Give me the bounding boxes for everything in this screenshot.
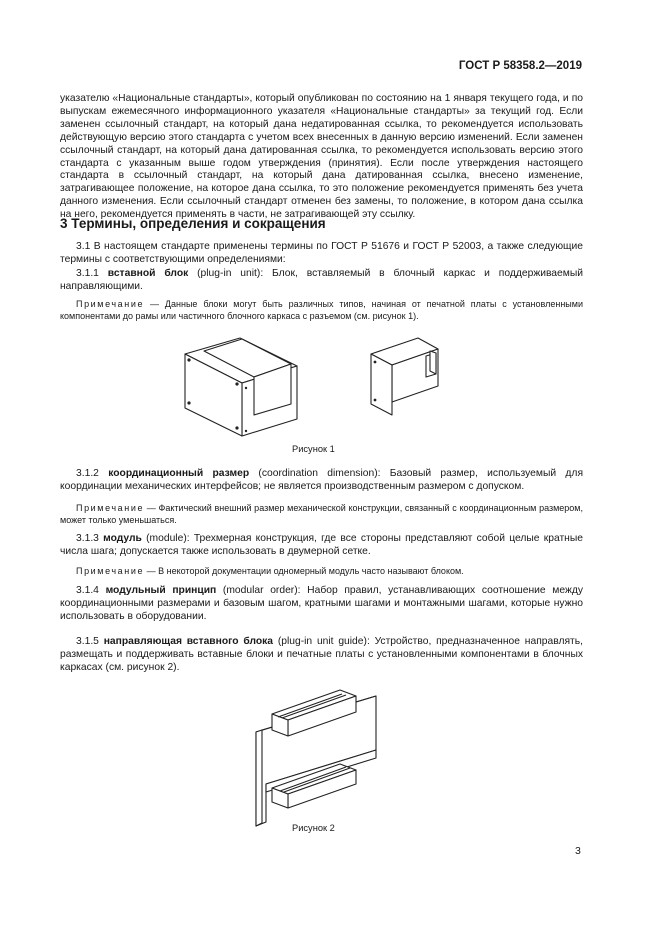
figure-1-box-unit (180, 336, 305, 441)
term-definition: (plug-in unit guide): Устройство, предназначенное направлять, размещать и поддерживать вставные блоки и печатные платы с установленными компонентами в блочных каркасах (см. рисунок 2). (60, 636, 583, 673)
figure-2-unit-guides (242, 680, 382, 820)
note-label: Примечание (76, 566, 145, 576)
figure-1-board-unit (366, 346, 446, 416)
term-number: 3.1.1 (76, 268, 108, 279)
term-definition: (plug-in unit): Блок, вставляемый в блочный каркас и поддерживаемый направляющими. (60, 268, 583, 292)
note-text: В некоторой документации одномерный модуль часто называют блоком. (158, 566, 464, 576)
note-3 (60, 566, 583, 578)
note-1 (60, 299, 583, 322)
term-number: 3.1.2 (76, 468, 109, 479)
term-definition: (module): Трехмерная конструкция, где все стороны представляют собой целые кратные числа шага; допускается также использовать в двумерной сетке. (60, 533, 583, 557)
term-name: координационный размер (108, 468, 250, 479)
section-title: 3 Термины, определения и сокращения (60, 216, 326, 231)
term-name: направляющая вставного блока (103, 636, 274, 647)
term-definition: (modular order): Набор правил, устанавливающих соотношение между координационными размерами и базовым шагом, кратными шагами и монтажными шагами, которые нужно использовать в оборудовании. (60, 585, 584, 622)
paragraph-3-1: 3.1 В настоящем стандарте применены термины по ГОСТ Р 51676 и ГОСТ Р 52003, а также следующие термины с соответствующими определениями: (60, 241, 583, 265)
figure-1-caption: Рисунок 1 (292, 444, 335, 454)
page-number: 3 (575, 845, 581, 857)
term-name: вставной блок (107, 268, 189, 279)
note-2 (60, 503, 583, 526)
term-number: 3.1.5 (76, 636, 104, 647)
term-number: 3.1.3 (76, 533, 104, 544)
term-name: модуль (103, 533, 142, 544)
note-text: Данные блоки могут быть различных типов, начиная от печатной платы с установленными компонентами до рамы или частичного блочного каркаса с разъемом (см. рисунок 1). (60, 299, 583, 321)
note-dash: — (144, 503, 159, 513)
note-label: Примечание (76, 299, 145, 309)
document-id: ГОСТ Р 58358.2—2019 (458, 60, 582, 72)
note-text: Фактический внешний размер механической конструкции, связанный с координационным размером, может только уменьшаться. (60, 503, 583, 525)
term-3-1-1 (60, 268, 583, 294)
note-label: Примечание (76, 503, 145, 513)
term-3-1-3 (60, 533, 583, 559)
term-3-1-4 (60, 585, 583, 624)
term-3-1-5 (60, 636, 583, 675)
term-definition: (coordination dimension): Базовый размер, используемый для координации механических интерфейсов; не является производственным размером с допуском. (60, 468, 584, 492)
intro-paragraph: указателю «Национальные стандарты», который опубликован по состоянию на 1 января текущего года, и по выпускам ежемесячного информационного указателя «Национальные стандарты» за текущий год. Если заменен ссылочный стандарт, на который дана недатированная ссылка, то рекомендуется использовать действующую версию этого стандарта с учетом всех внесенных в данную версию изменений. Если заменен ссылочный стандарт, на который дана датированная ссылка, то рекомендуется использовать версию этого стандарта с указанным выше годом утверждения (принятия). Если после утверждения настоящего стандарта в ссылочный стандарт, на который дана датированная ссылка, внесено изменение, затрагивающее положение, на которое дана ссылка, то это положение рекомендуется применять без учета данного изменения. Если ссылочный стандарт отменен без замены, то положение, в котором дана ссылка на него, рекомендуется применять в части, не затрагивающей эту ссылку. (60, 93, 583, 221)
note-dash: — (144, 299, 165, 309)
note-dash: — (144, 566, 159, 576)
term-3-1-2 (60, 468, 583, 494)
figure-2-caption: Рисунок 2 (292, 823, 335, 833)
term-name: модульный принцип (105, 585, 217, 596)
term-number: 3.1.4 (76, 585, 106, 596)
